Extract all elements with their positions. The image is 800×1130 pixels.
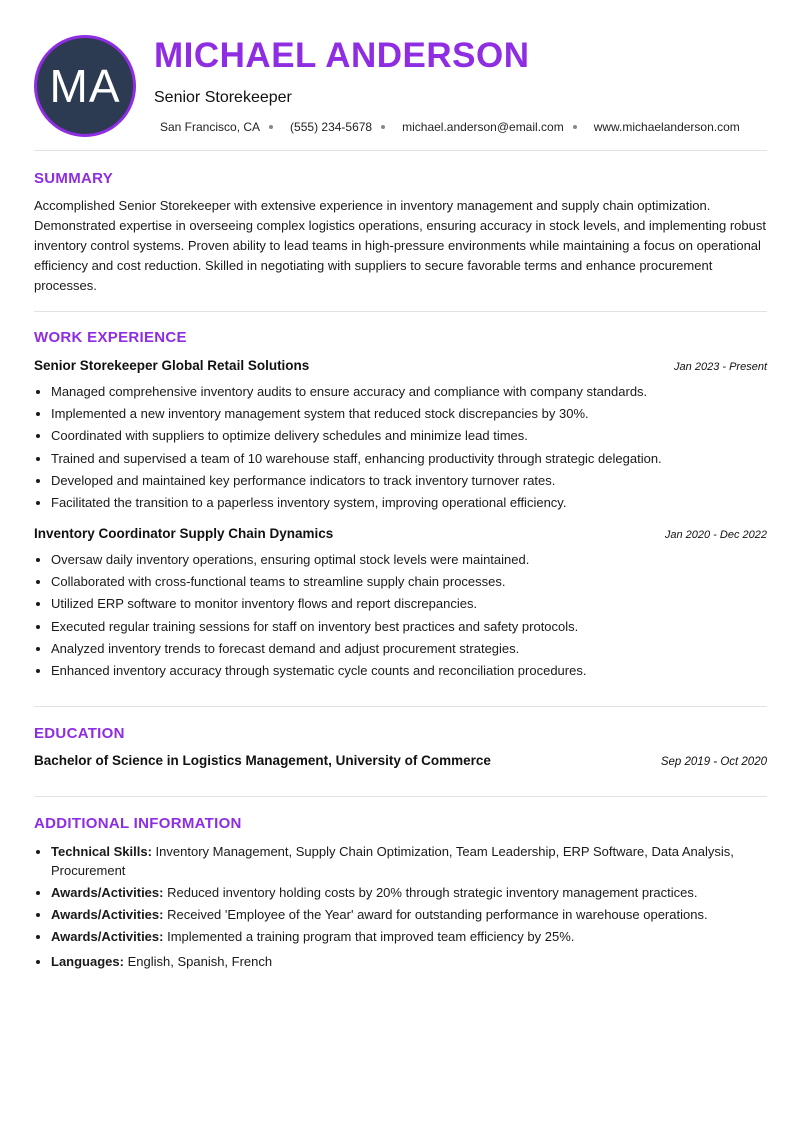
list-item: • Enhanced inventory accuracy through systematic cycle counts and reconciliation procedures.: [51, 662, 767, 684]
separator-dot-icon: [381, 125, 385, 129]
list-item: [51, 842, 767, 880]
list-item: • Implemented a new inventory management system that reduced stock discrepancies by 30%.: [51, 405, 767, 427]
summary-heading: SUMMARY: [34, 170, 114, 187]
list-item: • Developed and maintained key performance indicators to track inventory turnover rates.: [51, 472, 767, 494]
avatar: [34, 35, 136, 137]
info-text: English, Spanish, French: [127, 954, 273, 969]
list-item: • Coordinated with suppliers to optimize delivery schedules and minimize lead times.: [51, 427, 767, 449]
job-date: Jan 2023 - Present: [674, 361, 767, 373]
additional-info-heading: ADDITIONAL INFORMATION: [34, 815, 242, 832]
list-item: • Executed regular training sessions for staff on inventory best practices and safety protocols.: [51, 618, 767, 640]
education-heading: EDUCATION: [34, 725, 125, 742]
list-item: • Oversaw daily inventory operations, ensuring optimal stock levels were maintained.: [51, 551, 767, 573]
summary-text: Accomplished Senior Storekeeper with extensive experience in inventory management and supply chain optimization. Demonstrated expertise in overseeing complex logistics operations, ensuring accuracy in stock levels, and implementing robust inventory control systems. Proven ability to lead teams in high-pressure environments while maintaining a focus on operational efficiency and cost reduction. Skilled in negotiating with suppliers to secure favorable terms and enhance procurement processes.: [34, 198, 766, 293]
info-label: Awards/Activities:: [51, 929, 164, 944]
info-text: Received 'Employee of the Year' award for outstanding performance in warehouse operations.: [167, 907, 708, 922]
list-item: • Managed comprehensive inventory audits to ensure accuracy and compliance with company standards.: [51, 383, 767, 405]
separator-dot-icon: [573, 125, 577, 129]
info-label: Awards/Activities:: [51, 907, 164, 922]
job-bullets: [34, 383, 767, 516]
list-item: [51, 927, 767, 946]
list-item: [51, 905, 767, 924]
contact-email[interactable]: michael.anderson@email.com: [402, 120, 564, 134]
education-date: Sep 2019 - Oct 2020: [660, 756, 767, 768]
job-header: [34, 358, 767, 373]
list-item: • Utilized ERP software to monitor inventory flows and report discrepancies.: [51, 595, 767, 617]
education-entry: [34, 753, 767, 768]
contact-website[interactable]: www.michaelanderson.com: [593, 120, 740, 134]
section-divider: [34, 150, 767, 151]
contact-bar: [160, 120, 740, 134]
info-label: Technical Skills:: [51, 844, 152, 859]
info-text: Reduced inventory holding costs by 20% through strategic inventory management practices.: [167, 885, 698, 900]
list-item: [51, 883, 767, 902]
list-item: • Facilitated the transition to a paperless inventory system, improving operational efficiency.: [51, 494, 767, 516]
section-divider: [34, 706, 767, 707]
work-experience-heading: WORK EXPERIENCE: [34, 329, 187, 346]
job-role: Senior Storekeeper Global Retail Solutions: [34, 358, 310, 373]
avatar-initials: MA: [49, 60, 121, 112]
contact-location: San Francisco, CA: [160, 120, 261, 134]
list-item: • Collaborated with cross-functional teams to streamline supply chain processes.: [51, 573, 767, 595]
separator-dot-icon: [269, 125, 273, 129]
info-label: Languages:: [51, 954, 124, 969]
section-divider: [34, 796, 767, 797]
info-text: Inventory Management, Supply Chain Optimization, Team Leadership, ERP Software, Data Analysis, Procurement: [51, 844, 734, 878]
job-date: Jan 2020 - Dec 2022: [664, 529, 767, 541]
candidate-name: MICHAEL ANDERSON: [154, 36, 530, 75]
additional-info-list: [34, 842, 767, 974]
info-text: Implemented a training program that improved team efficiency by 25%.: [167, 929, 575, 944]
list-item: • Trained and supervised a team of 10 warehouse staff, enhancing productivity through strategic delegation.: [51, 450, 767, 472]
education-degree: Bachelor of Science in Logistics Management, University of Commerce: [34, 753, 491, 768]
info-label: Awards/Activities:: [51, 885, 164, 900]
candidate-title: Senior Storekeeper: [154, 89, 292, 106]
section-divider: [34, 311, 767, 312]
job-header: [34, 526, 767, 541]
job-role: Inventory Coordinator Supply Chain Dynamics: [34, 526, 334, 541]
list-item: [51, 952, 767, 971]
list-item: • Analyzed inventory trends to forecast demand and adjust procurement strategies.: [51, 640, 767, 662]
contact-phone: (555) 234-5678: [290, 120, 373, 134]
job-bullets: [34, 551, 767, 684]
